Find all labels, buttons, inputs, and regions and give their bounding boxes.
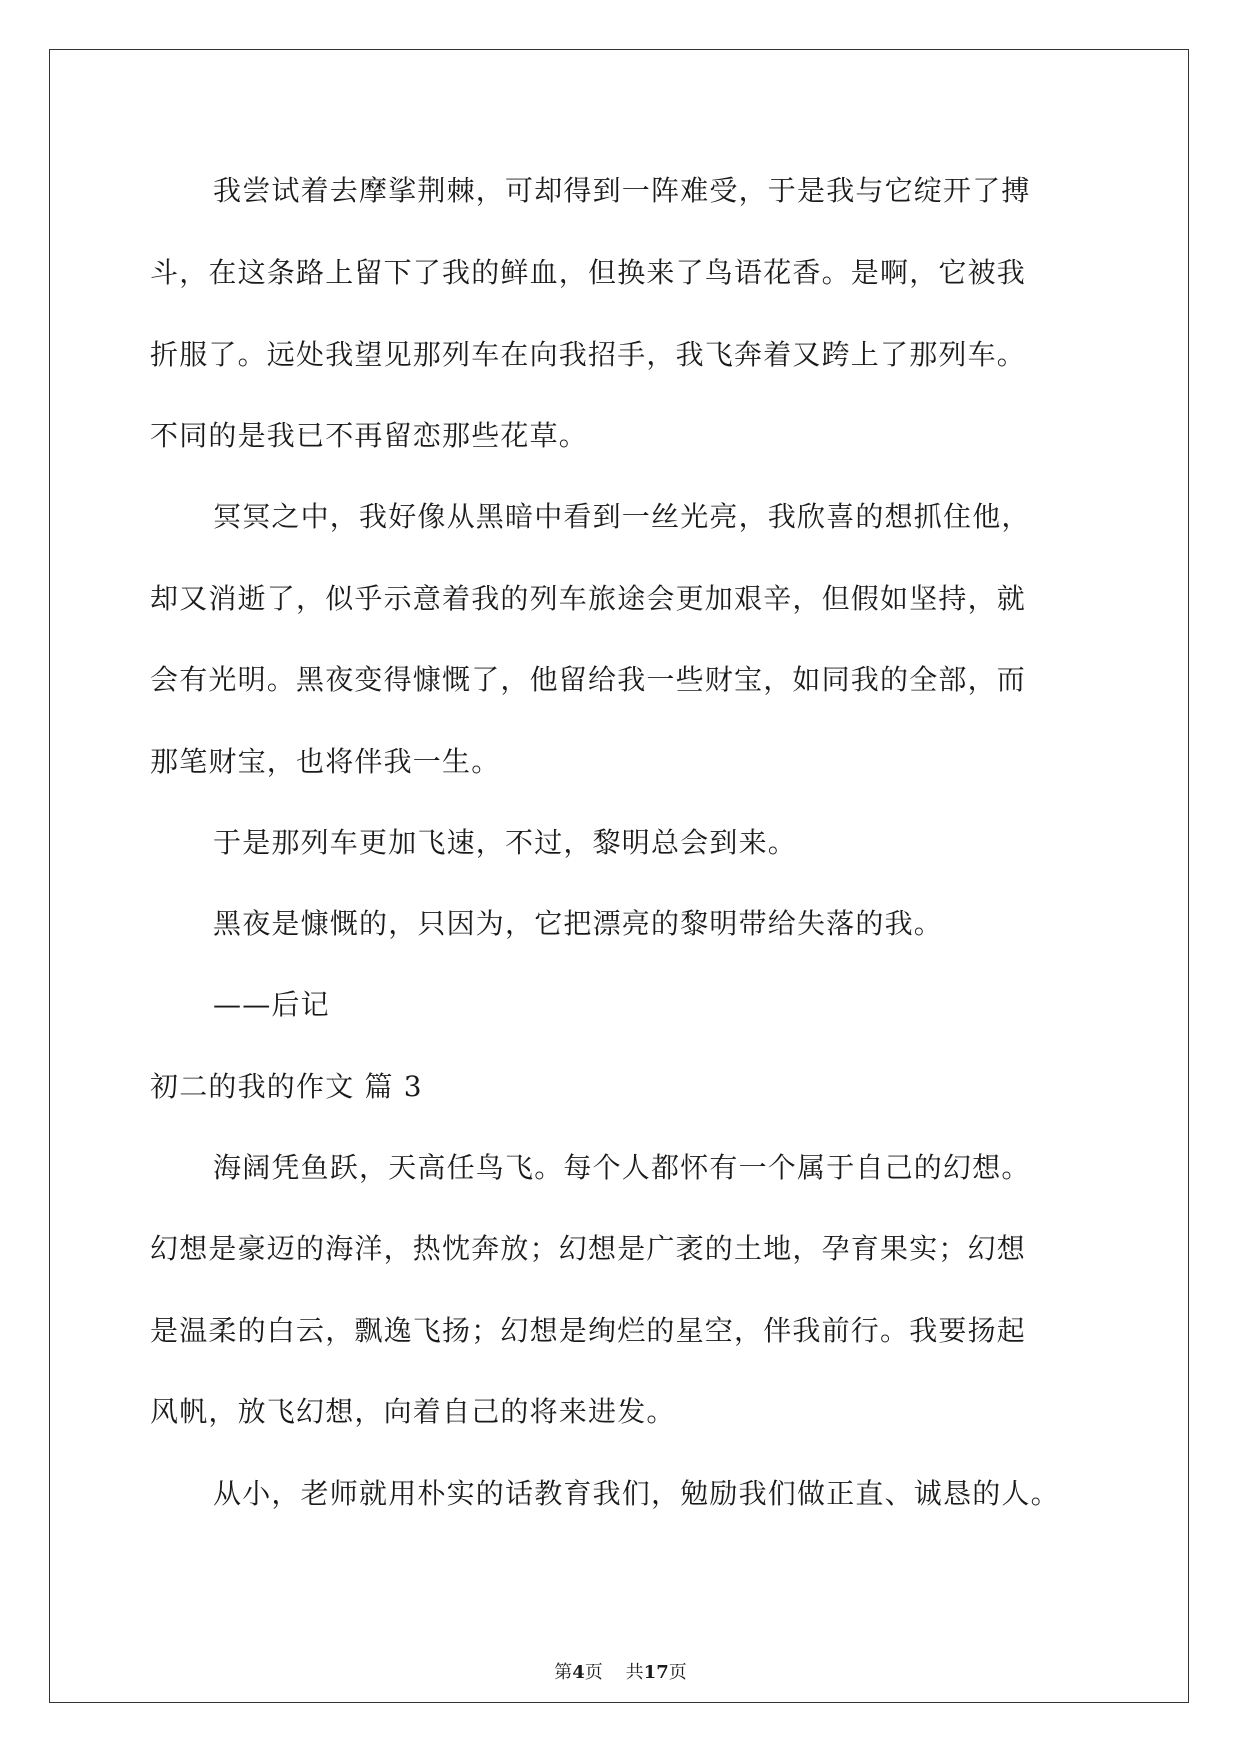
paragraph-5-line-1: 海阔凭鱼跃，天高任鸟飞。每个人都怀有一个属于自己的幻想。 xyxy=(213,1151,1031,1184)
paragraph-2-line-3: 会有光明。黑夜变得慷慨了，他留给我一些财宝，如同我的全部，而 xyxy=(150,663,1027,696)
page-number: 4 xyxy=(572,1662,585,1683)
paragraph-2-line-4: 那笔财宝，也将伴我一生。 xyxy=(150,745,501,778)
paragraph-4: 黑夜是慷慨的，只因为，它把漂亮的黎明带给失落的我。 xyxy=(213,907,944,940)
total-suffix: 页 xyxy=(668,1662,687,1683)
paragraph-6: 从小，老师就用朴实的话教育我们，勉励我们做正直、诚恳的人。 xyxy=(213,1477,1060,1510)
paragraph-1-line-2: 斗，在这条路上留下了我的鲜血，但换来了鸟语花香。是啊，它被我 xyxy=(150,256,1027,289)
total-pages: 17 xyxy=(643,1662,669,1683)
section-heading: 初二的我的作文 篇 3 xyxy=(150,1070,423,1103)
postscript: ——后记 xyxy=(213,988,330,1021)
paragraph-2-line-2: 却又消逝了，似乎示意着我的列车旅途会更加艰辛，但假如坚持，就 xyxy=(150,582,1027,615)
paragraph-5-line-3: 是温柔的白云，飘逸飞扬；幻想是绚烂的星空，伴我前行。我要扬起 xyxy=(150,1314,1027,1347)
paragraph-5-line-4: 风帆，放飞幻想，向着自己的将来进发。 xyxy=(150,1395,676,1428)
paragraph-1-line-3: 折服了。远处我望见那列车在向我招手，我飞奔着又跨上了那列车。 xyxy=(150,338,1027,371)
page-suffix: 页 xyxy=(584,1662,603,1683)
paragraph-3: 于是那列车更加飞速，不过，黎明总会到来。 xyxy=(213,826,798,859)
total-prefix: 共 xyxy=(625,1662,644,1683)
page-prefix: 第 xyxy=(554,1662,573,1683)
paragraph-1-line-1: 我尝试着去摩挲荆棘，可却得到一阵难受，于是我与它绽开了搏 xyxy=(213,174,1031,207)
paragraph-1-line-4: 不同的是我已不再留恋那些花草。 xyxy=(150,419,589,452)
page-border xyxy=(49,49,1189,1703)
paragraph-2-line-1: 冥冥之中，我好像从黑暗中看到一丝光亮，我欣喜的想抓住他， xyxy=(213,500,1031,533)
paragraph-5-line-2: 幻想是豪迈的海洋，热忱奔放；幻想是广袤的土地，孕育果实；幻想 xyxy=(150,1232,1027,1265)
page-footer xyxy=(0,1662,1241,1684)
